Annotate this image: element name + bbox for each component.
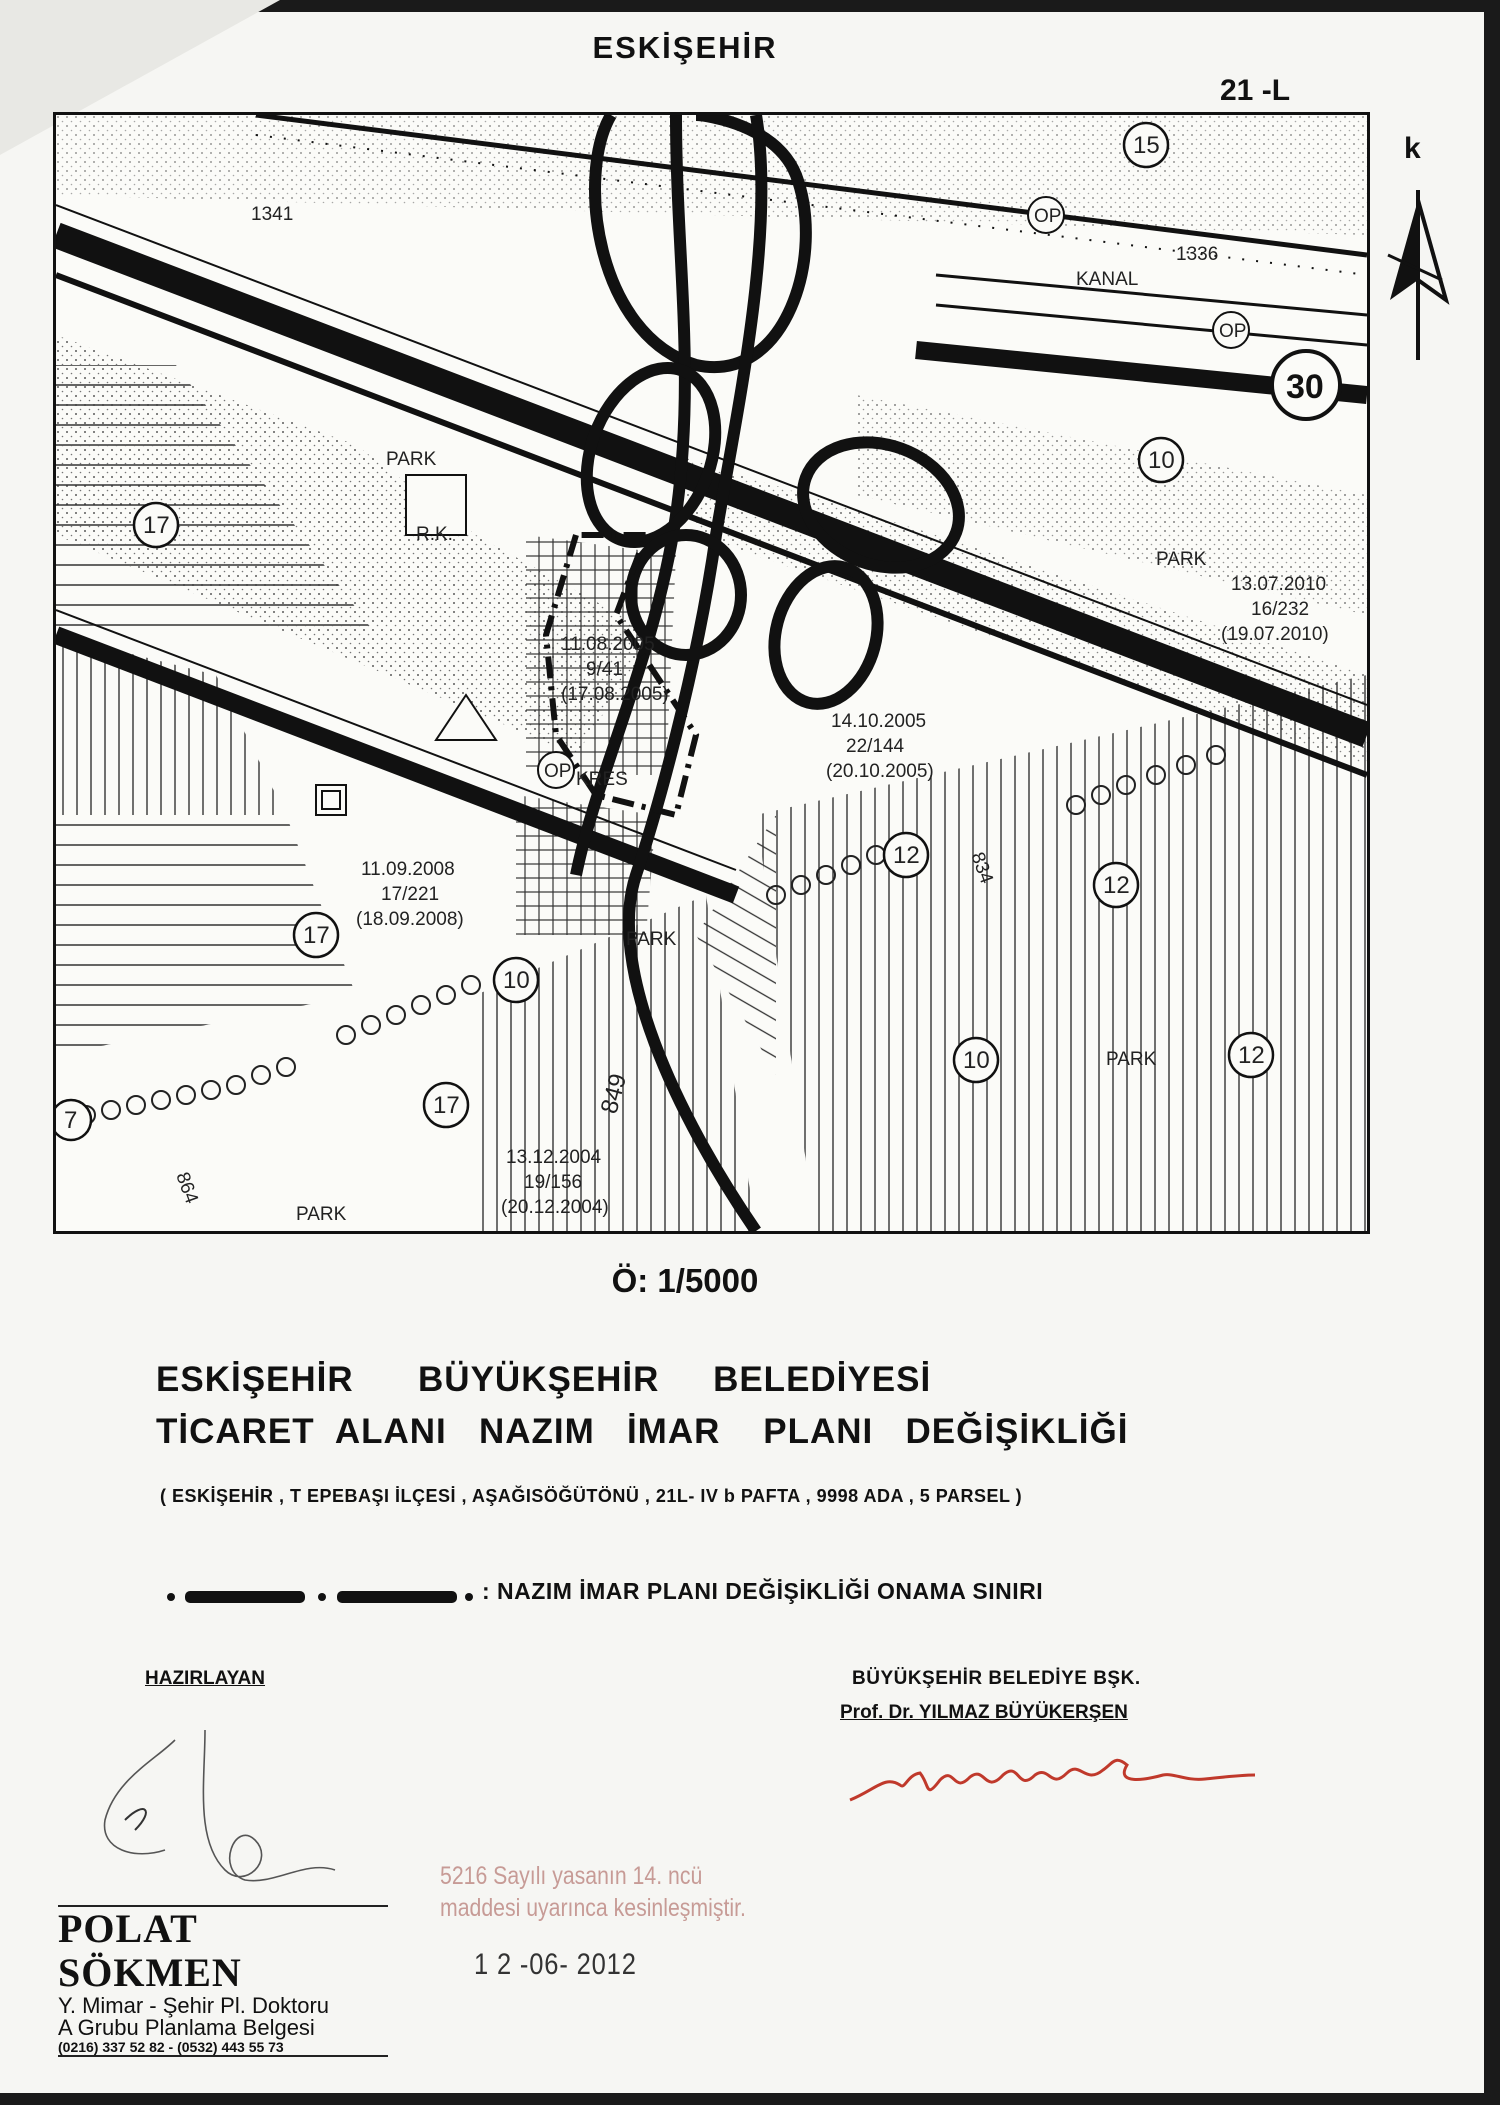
finalization-date: 1 2 -06- 2012 [474,1948,637,1981]
park-label: PARK [386,449,437,470]
planner-phone: (0216) 337 52 82 - (0532) 443 55 73 [58,2039,284,2055]
planner-name: POLAT SÖKMEN [58,1906,242,1995]
road-width-marker [1229,1033,1273,1077]
svg-text:16/232: 16/232 [1251,599,1310,620]
boundary-legend-text: : NAZIM İMAR PLANI DEĞİŞİKLİĞİ ONAMA SINIRI [482,1578,1044,1604]
planner-certificate: A Grubu Planlama Belgesi [58,2015,315,2040]
svg-text:(19.07.2010): (19.07.2010) [1221,624,1329,645]
planner-signature [75,1720,395,1910]
map-drawing [56,115,1367,1231]
park-label: PARK [296,1204,347,1225]
planner-title: Y. Mimar - Şehir Pl. Doktoru [58,1993,330,2018]
map-scale: Ö: 1/5000 [611,1262,759,1299]
dimension-label: 864 [171,1169,202,1207]
approval-note [356,859,464,930]
canal [936,275,1367,315]
svg-text:10: 10 [503,967,530,994]
road-width-marker [56,1100,91,1140]
mayor-office: BÜYÜKŞEHİR BELEDİYE BŞK. [852,1668,1141,1689]
svg-text:15: 15 [1133,132,1160,159]
sheet-code: 21 -L [1220,74,1291,107]
mayor-name: Prof. Dr. YILMAZ BÜYÜKERŞEN [840,1702,1128,1723]
road-width-marker [1139,438,1183,482]
svg-text:13.07.2010: 13.07.2010 [1231,574,1327,595]
road-width-marker [424,1083,468,1127]
parcel-number: 1336 [1176,244,1219,265]
svg-text:22/144: 22/144 [846,736,905,757]
svg-text:11.08.2005: 11.08.2005 [561,634,655,655]
svg-text:14.10.2005: 14.10.2005 [831,711,927,732]
road-width-marker [884,833,928,877]
svg-text:10: 10 [963,1047,990,1074]
scan-border-right [1484,0,1500,2105]
title-word: PLANI [763,1412,874,1451]
svg-text:7: 7 [64,1107,78,1134]
city-title: ESKİŞEHİR [592,30,778,65]
plan-title-line-2 [156,1412,1128,1452]
title-word: DEĞİŞİKLİĞİ [905,1412,1129,1451]
approval-note [826,711,934,782]
boundary-legend-symbol [165,1587,475,1607]
north-label: k [1404,132,1421,165]
svg-text:17: 17 [143,512,170,539]
svg-text:12: 12 [1238,1042,1265,1069]
title-word: BÜYÜKŞEHİR [418,1360,660,1399]
road-width-marker [134,503,178,547]
finalization-stamp-line-1: 5216 Sayılı yasanın 14. ncü [440,1862,703,1890]
svg-text:19/156: 19/156 [524,1172,583,1193]
prepared-by-label: HAZIRLAYAN [145,1668,266,1689]
svg-text:OP: OP [1034,206,1062,227]
title-word: TİCARET [156,1412,315,1451]
svg-text:17: 17 [433,1092,460,1119]
svg-text:17/221: 17/221 [381,884,440,905]
dimension-label: 834 [966,849,997,887]
kanal-label: KANAL [1076,269,1139,290]
road-width-marker [1124,123,1168,167]
approval-note [1221,574,1329,645]
svg-text:(17.08.2005): (17.08.2005) [561,684,669,705]
svg-text:OP: OP [544,761,572,782]
kres-label: KRES [576,769,628,790]
plan-title-line-1 [156,1360,931,1400]
svg-text:(20.12.2004): (20.12.2004) [501,1197,609,1218]
svg-text:10: 10 [1148,447,1175,474]
svg-text:9/41: 9/41 [586,659,623,680]
park-label: PARK [626,929,677,950]
mayor-signature [845,1745,1265,1815]
dimension-label: 849 [595,1070,633,1117]
road-width-marker [1094,863,1138,907]
commercial-area-grid [526,535,676,775]
road-width-marker [954,1038,998,1082]
title-word: ALANI [334,1412,447,1451]
svg-text:11.09.2008: 11.09.2008 [361,859,455,880]
planner-stamp [58,1905,388,2057]
highway-number-marker [1272,351,1340,419]
vertical-hatch-right [756,675,1367,1231]
parcel-number: 1341 [251,204,294,225]
road-width-marker [294,913,338,957]
svg-text:(18.09.2008): (18.09.2008) [356,909,464,930]
finalization-stamp-line-2: maddesi uyarınca kesinleşmiştir. [440,1894,746,1922]
op-symbol [1028,197,1064,233]
road-width-marker [494,958,538,1002]
op-symbol [1213,312,1249,348]
svg-text:12: 12 [893,842,920,869]
zoning-map [53,112,1370,1234]
svg-text:30: 30 [1286,368,1324,406]
title-word: BELEDİYESİ [713,1360,932,1399]
svg-text:OP: OP [1219,321,1247,342]
title-word: ESKİŞEHİR [156,1360,354,1399]
square-symbol [316,785,346,815]
vertical-hatch-left [56,635,286,815]
svg-text:13.12.2004: 13.12.2004 [506,1147,602,1168]
svg-text:17: 17 [303,922,330,949]
plan-location: ( ESKİŞEHİR , T EPEBAŞI İLÇESİ , AŞAĞISÖĞÜTÖNÜ , 21L- IV b PAFTA , 9998 ADA , 5 PARSEL ) [160,1486,1023,1506]
svg-text:(20.10.2005): (20.10.2005) [826,761,934,782]
park-label: PARK [1106,1049,1157,1070]
north-arrow-icon [1380,185,1450,385]
park-label: PARK [1156,549,1207,570]
rk-label: R.K. [416,524,453,545]
svg-text:12: 12 [1103,872,1130,899]
title-word: NAZIM [478,1412,595,1451]
scan-border-bottom [0,2093,1500,2105]
title-word: İMAR [626,1412,721,1451]
op-symbol [538,752,574,788]
